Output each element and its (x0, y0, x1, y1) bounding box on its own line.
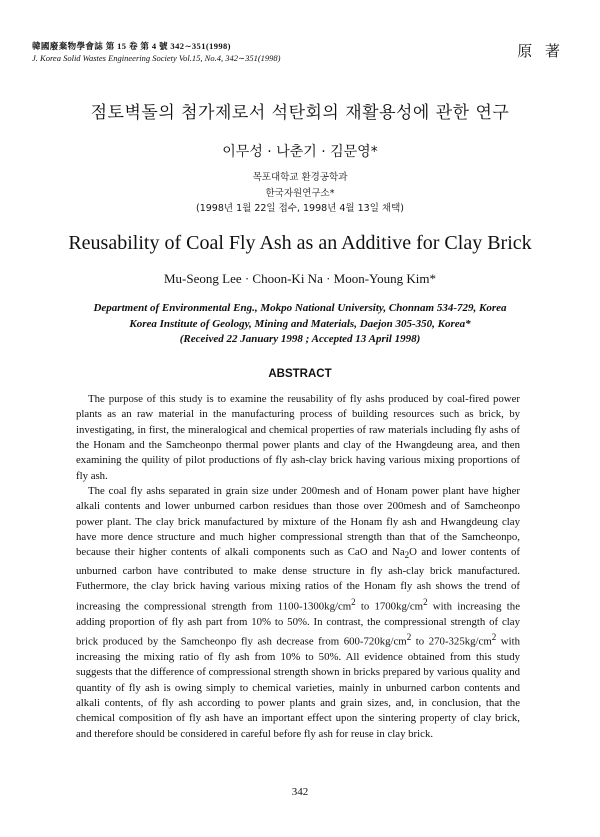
abstract-paragraph-2 (76, 484, 520, 742)
abstract-text: The coal fly ashs separated in grain size under 200mesh and of Honam power plant have higher alkali contents and lower unburned carbon residues than those over 200mesh and of Samcheonpo power plant. The clay brick manufactured by mixture of the Honam fly ash and Hwangdeung clay have more dence structure and much higher compressional strength than that of the Samcheonpo, because their higher contents of alkali components such as CaO and Na (76, 485, 520, 559)
abstract-text: with increasing the mixing ratio of fly ash from 10% to 50%. All evidence obtained from this study suggests that the difference of compressional strength shown in bricks prepared by various quality and quantity of fly ash is owing simply to chemical varieties, mainly in unburned carbon contents and alkali contents, of fly ash according to power plants and grain sizes, and, in conclusion, that the chemical composition of fly ash have an important effect upon the sintering property of clay brick, and therefore should be considered in careful before fly ash for reuse in clay brick. (76, 635, 520, 740)
authors-korean: 이무성 · 나춘기 · 김문영* (222, 144, 378, 160)
affiliation-english (0, 301, 600, 348)
abstract-text: to 1700kg/cm (355, 600, 424, 613)
journal-name-korean: 韓國廢棄物學會誌 第 15 卷 第 4 號 342∼351(1998) (32, 41, 231, 51)
affiliation-english-line2: Korea Institute of Geology, Mining and Materials, Daejon 305-350, Korea* (129, 317, 471, 330)
page-number: 342 (291, 786, 309, 798)
superscript: 2 (423, 596, 428, 607)
affiliation-korean-line2: 한국자원연구소* (265, 187, 335, 199)
superscript: 2 (406, 631, 412, 642)
abstract-text: to 270-325kg/cm (411, 635, 492, 648)
superscript: 2 (351, 596, 356, 607)
affiliation-korean-line1: 목포대학교 환경공학과 (252, 172, 348, 183)
abstract-body (76, 392, 520, 742)
title-korean: 점토벽돌의 첨가제로서 석탄회의 재활용성에 관한 연구 (90, 103, 510, 123)
authors-english: Mu-Seong Lee · Choon-Ki Na · Moon-Young Kim* (163, 271, 437, 286)
affiliation-english-line1: Department of Environmental Eng., Mokpo National University, Chonnam 534-729, Korea (93, 302, 507, 314)
dates-english: (Received 22 January 1998 ; Accepted 13 April 1998) (179, 333, 421, 345)
journal-header (32, 40, 280, 64)
affiliation-korean (0, 170, 600, 217)
abstract-text: O and lower contents of unburned carbon have contributed to make dense structure in fly ash-clay brick manufactured. Futhermore, the clay brick having various mixing ratios of the Honam fly ash shows the trend of increasing the compressional strength from 1100-1300kg/cm (76, 546, 520, 613)
subscript: 2 (404, 550, 410, 561)
dates-korean: (1998년 1월 22일 접수, 1998년 4월 13일 채택) (196, 203, 404, 214)
article-type-label: 原 著 (517, 42, 564, 60)
abstract-text: with increasing the adding proportion of fly ash part from 10% to 50%. In contrast, the compressional strength of clay brick produced by the Samcheonpo fly ash decrease from 600-720kg/cm (76, 600, 520, 648)
superscript: 2 (491, 631, 497, 642)
journal-name-english: J. Korea Solid Wastes Engineering Society Vol.15, No.4, 342∼351(1998) (32, 53, 281, 63)
abstract-paragraph-1: The purpose of this study is to examine the reusability of fly ashs produced by coal-fired power plants as an raw material in the manufacturing process of building resources such as brick, by investigating, in first, the mineralogical and chemical properties of raw materials including fly ashs of the Honam and the Samcheonpo thermal power plants and clay of the Hwangdeung area, and then examining the quility of pilot productions of fly ash-clay brick having various mixing proportions of fly ash. (76, 393, 520, 482)
abstract-heading: ABSTRACT (268, 368, 332, 380)
title-english: Reusability of Coal Fly Ash as an Additive for Clay Brick (68, 232, 532, 254)
